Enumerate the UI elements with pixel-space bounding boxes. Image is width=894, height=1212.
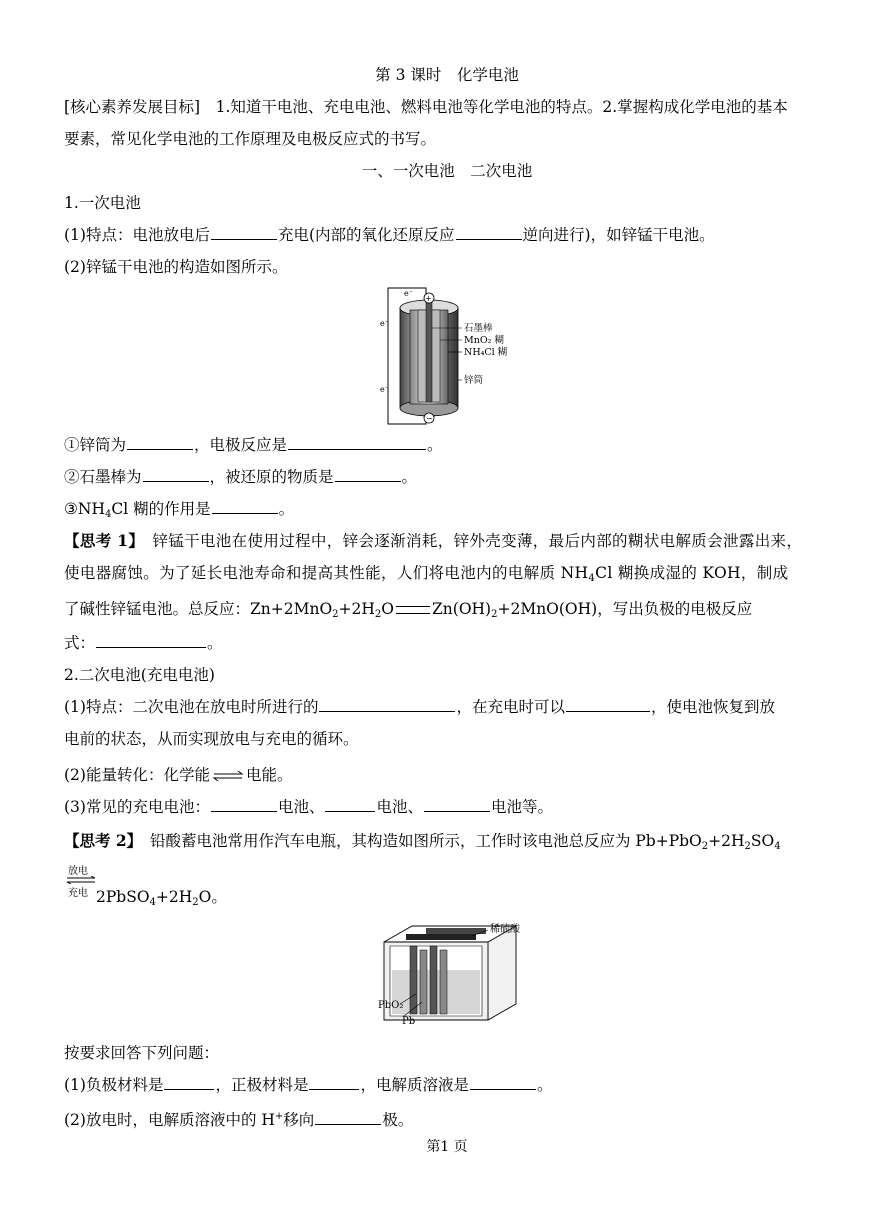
question-1: (1)负极材料是 ，正极材料是 ，电解质溶液是 。: [64, 1076, 553, 1094]
answer-blank[interactable]: [127, 434, 193, 450]
answer-blank[interactable]: [456, 224, 522, 240]
equals-sign: [396, 606, 430, 614]
svg-text:e⁻: e⁻: [380, 319, 389, 328]
page-footer: 第1 页: [426, 1139, 468, 1155]
answer-blank[interactable]: [335, 466, 401, 482]
q-graphite: ②石墨棒为 ，被还原的物质是 。: [64, 468, 418, 486]
label-nh4cl: NH₄Cl 糊: [464, 347, 508, 358]
answer-blank[interactable]: [211, 796, 277, 812]
page-title: 第 3 课时 化学电池: [375, 66, 519, 84]
s1-structure-text: (2)锌锰干电池的构造如图所示。: [64, 258, 288, 276]
s1-feature: (1)特点：电池放电后 充电(内部的氧化还原反应 逆向进行)，如锌锰干电池。: [64, 226, 715, 244]
label-mno2: MnO₂ 糊: [464, 335, 504, 346]
dry-cell-figure: [378, 284, 528, 429]
q-zinc: ①锌筒为 ，电极反应是 。: [64, 436, 443, 454]
answer-blank[interactable]: [566, 696, 650, 712]
answer-blank[interactable]: [309, 1074, 359, 1090]
label-dilute-acid: 稀硫酸: [490, 924, 520, 935]
answer-blank[interactable]: [319, 696, 455, 712]
answer-blank[interactable]: [288, 434, 426, 450]
reversible-arrow-icon: [66, 876, 96, 884]
s2-feature-cont: 电前的状态，从而实现放电与充电的循环。: [64, 730, 359, 748]
label-pb: Pb: [402, 1016, 416, 1027]
think1-line-1: 【思考 1】 锌锰干电池在使用过程中，锌会逐渐消耗，锌外壳变薄，最后内部的糊状电解质会泄露出来，: [64, 531, 803, 550]
think2-label: 【思考 2】: [64, 831, 135, 850]
s2-heading: 2.二次电池(充电电池): [64, 666, 215, 684]
think2-line-1: 【思考 2】 铅酸蓄电池常用作汽车电瓶，其构造如图所示，工作时该电池总反应为 $Pb+PbO_2+2H_2SO_4$: [64, 831, 781, 852]
answer-blank[interactable]: [325, 796, 375, 812]
goals-line-1: [64, 96, 788, 118]
svg-text:+: +: [425, 294, 432, 303]
s2-feature: (1)特点：二次电池在放电时所进行的 ，在充电时可以 ，使电池恢复到放: [64, 698, 775, 716]
lead-acid-figure: [376, 916, 526, 1031]
think1-line-2: 使电器腐蚀。为了延长电池寿命和提高其性能，人们将电池内的电解质 $NH_4Cl$ 糊换成湿的 KOH，制成: [64, 564, 789, 584]
goals-line-2: 要素，常见化学电池的工作原理及电极反应式的书写。: [64, 130, 437, 148]
svg-text:−: −: [426, 414, 433, 423]
answer-blank[interactable]: [96, 632, 206, 648]
answer-blank[interactable]: [424, 796, 490, 812]
s2-common: (3)常见的充电电池： 电池、 电池、 电池等。: [64, 798, 554, 816]
think1-label: 【思考 1】: [64, 531, 137, 550]
q-nh4cl: $③NH_4Cl$ 糊的作用是 。: [64, 500, 295, 520]
label-zinc-can: 锌筒: [464, 375, 484, 386]
reversible-arrow: 放电 充电: [64, 862, 104, 898]
answer-blank[interactable]: [164, 1074, 214, 1090]
label-pbo2: PbO₂: [378, 1000, 404, 1011]
answer-blank[interactable]: [211, 224, 277, 240]
think1-line-4: 式： 。: [64, 634, 223, 652]
think1-line-3: 了碱性锌锰电池。总反应：$Zn+2MnO_2+2H_2O$ $Zn(OH)_2+2MnO(OH)$，写出负极的电极反应: [64, 600, 753, 620]
s2-energy: (2)能量转化：化学能 电能。: [64, 766, 293, 784]
answer-blank[interactable]: [212, 498, 278, 514]
answer-blank[interactable]: [143, 466, 209, 482]
question-2: (2)放电时，电解质溶液中的 H+移向 极。: [64, 1111, 414, 1130]
section-heading: 一、一次电池 二次电池: [361, 162, 533, 180]
questions-intro: 按要求回答下列问题：: [64, 1044, 220, 1062]
answer-blank[interactable]: [470, 1074, 536, 1090]
goals-label: [核心素养发展目标]: [64, 98, 201, 116]
answer-blank[interactable]: [315, 1109, 381, 1125]
s1-heading: 1.一次电池: [64, 194, 141, 212]
goals-text-1: 1.知道干电池、充电电池、燃料电池等化学电池的特点。2.掌握构成化学电池的基本: [200, 98, 788, 116]
svg-text:e⁻: e⁻: [380, 385, 389, 394]
double-arrow-icon: [212, 771, 244, 781]
svg-text:e⁻: e⁻: [404, 289, 413, 298]
label-graphite: 石墨棒: [464, 323, 493, 334]
think2-line-2: $2PbSO_4+2H_2O$。: [96, 888, 227, 908]
